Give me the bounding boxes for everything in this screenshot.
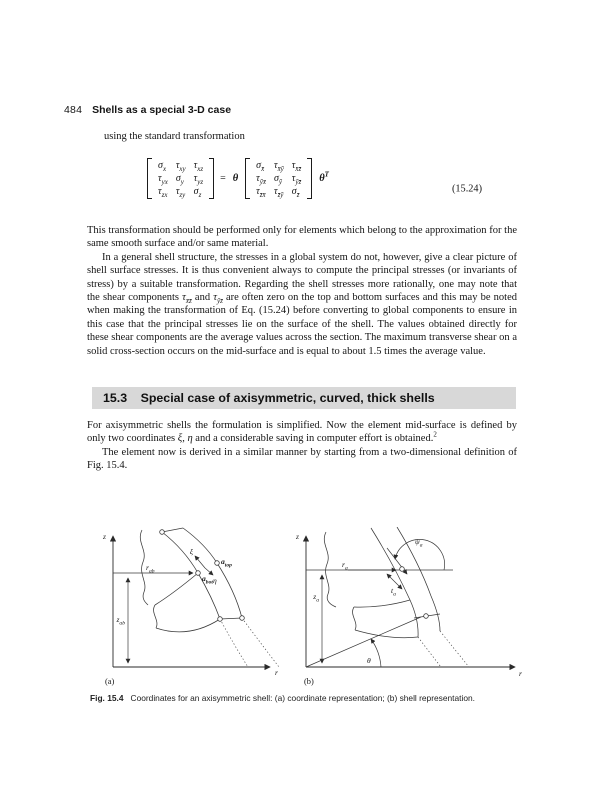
dashed-continuation xyxy=(418,637,441,667)
theta-reference-line xyxy=(306,617,421,667)
matrix-entry: $\tau_{x̄z̄}$ xyxy=(291,160,302,173)
z-a-label: $z_a$ xyxy=(313,592,319,604)
z-ab-label: $z_{ab}$ xyxy=(116,615,125,627)
matrix-entry: $\sigma_x$ xyxy=(158,160,167,173)
paragraph: In a general shell structure, the stresses in a global system do not, however, give a clear picture of shell surface stresses. It is thus convenient always to compute the principal stresses (or invariants of stress) by a suitable transformation. Regarding the shell stresses more rationally, one may note that the shear components $\tau_{x̄z̄}$ and $\tau_{ȳz̄}$ are often zero on the top and bottom surfaces and this may be noted when making the transformation of Eq. (15.24) before converting to global components to ensure in this case that the principal stresses lie on the surface of the shell. The values obtained directly for these shear components are the average values across the section. The maximum transverse shear on a solid cross-section occurs on the mid-surface and is equal to about 1.5 times the average value. xyxy=(87,251,517,357)
stress-matrix-global xyxy=(152,158,209,199)
subfigure-tag-a: (a) xyxy=(105,677,115,686)
thickness-arrow xyxy=(394,581,402,589)
theta-transpose: $\theta^T$ xyxy=(319,170,329,184)
inner-surface-curve xyxy=(155,573,198,605)
section-heading xyxy=(92,387,516,409)
z-axis-label: z xyxy=(296,532,299,541)
paragraph: This transformation should be performed only for elements which belong to the approximation for the same smooth surface and/or same material. xyxy=(87,225,517,250)
r-axis-label: r xyxy=(275,668,278,677)
matrix-entry: $\tau_{z̄ȳ}$ xyxy=(273,186,284,199)
inner-surface-curve xyxy=(156,619,220,632)
xi-label: ξ xyxy=(189,547,193,556)
eta-label: η xyxy=(213,576,217,585)
xi-axis-arrow xyxy=(195,556,205,568)
body-text-block-1 xyxy=(87,224,517,358)
a-top-label: $a_{top}$ xyxy=(221,557,232,569)
matrix-bracket-right xyxy=(307,158,312,199)
psi-a-label: $\psi_a$ xyxy=(415,537,423,549)
node-circle-a-bot xyxy=(196,571,201,576)
matrix-entry: $\tau_{yz}$ xyxy=(193,173,204,186)
matrix-entry: $\tau_{ȳz̄}$ xyxy=(291,173,302,186)
running-head xyxy=(64,104,231,116)
section-title: Special case of axisymmetric, curved, thick shells xyxy=(140,391,435,405)
inner-surface-curve xyxy=(354,600,410,607)
node-circle xyxy=(424,614,429,619)
equation-15-24 xyxy=(87,158,517,220)
lead-in-text: using the standard transformation xyxy=(104,131,245,142)
r-ab-label: $r_{ab}$ xyxy=(146,563,155,575)
node-circle xyxy=(218,617,223,622)
equation-number: (15.24) xyxy=(451,183,482,195)
t-a-label: $t_a$ xyxy=(391,586,396,598)
matrix-entry: $\sigma_z$ xyxy=(193,186,202,199)
wavy-break-line xyxy=(353,607,356,630)
figure-caption-label: Fig. 15.4 xyxy=(90,693,124,703)
matrix-entry: $\sigma_{z̄}$ xyxy=(291,186,300,199)
matrix-entry: $\tau_{zx}$ xyxy=(158,186,168,199)
node-circle xyxy=(160,530,165,535)
shell-bottom-surface-edge xyxy=(371,528,418,637)
figure-caption-text: Coordinates for an axisymmetric shell: (a) coordinate representation; (b) shell representation. xyxy=(130,693,475,703)
dashed-continuation xyxy=(242,618,279,667)
theta-symbol: θ xyxy=(232,173,239,184)
inner-surface-curve xyxy=(355,630,418,638)
dashed-continuation xyxy=(440,631,469,667)
matrix-entry: $\sigma_y$ xyxy=(175,173,184,186)
body-text-block-2 xyxy=(87,419,517,473)
matrix-entry: $\tau_{yx}$ xyxy=(158,173,168,186)
matrix-entry: $\tau_{zy}$ xyxy=(175,186,186,199)
matrix-entry: $\tau_{z̄x̄}$ xyxy=(256,186,266,199)
theta-angle-arc xyxy=(371,639,381,667)
theta-label: θ xyxy=(367,656,371,665)
shell-bottom-surface-edge xyxy=(162,532,220,619)
eta-axis-arrow xyxy=(205,568,213,575)
paragraph: The element now is derived in a similar manner by starting from a two-dimensional definition of Fig. 15.4. xyxy=(87,446,517,472)
element-top-edge xyxy=(162,528,183,532)
paragraph: For axisymmetric shells the formulation is simplified. Now the element mid-surface is defined by only two coordinates ξ, η and a considerable saving in computer effort is obtained.$^2$ xyxy=(87,420,517,445)
dashed-continuation xyxy=(220,619,248,667)
matrix-entry: $\tau_{x̄ȳ}$ xyxy=(273,160,284,173)
matrix-bracket-right xyxy=(209,158,214,199)
matrix-entry: $\tau_{xz}$ xyxy=(193,160,204,173)
node-circle-a xyxy=(400,567,405,572)
matrix-entry: $\tau_{ȳx̄}$ xyxy=(256,173,266,186)
thickness-arrow xyxy=(387,574,394,581)
section-number: 15.3 xyxy=(103,391,128,405)
diagram-a-coordinate-representation xyxy=(96,527,306,691)
page-number: 484 xyxy=(64,104,83,116)
r-axis-label: r xyxy=(519,669,522,678)
running-title: Shells as a special 3-D case xyxy=(92,104,232,116)
stress-matrix-local xyxy=(250,158,307,199)
wavy-break-line xyxy=(154,605,157,628)
matrix-entry: $\sigma_{x̄}$ xyxy=(256,160,265,173)
wavy-break-line xyxy=(324,532,336,607)
z-axis-label: z xyxy=(103,532,106,541)
figure-caption xyxy=(90,693,520,703)
r-a-label: $r_a$ xyxy=(342,560,348,572)
matrix-entry: $\sigma_{ȳ}$ xyxy=(273,173,283,186)
element-bottom-edge xyxy=(220,618,242,619)
a-bot-label: $a_{bot}$ xyxy=(202,574,213,586)
matrix-entry: $\tau_{xy}$ xyxy=(175,160,186,173)
node-circle xyxy=(240,616,245,621)
diagram-b-shell-representation xyxy=(293,527,531,691)
equals-sign: = xyxy=(220,173,226,184)
node-circle-a-top xyxy=(215,561,220,566)
subfigure-tag-b: (b) xyxy=(304,677,314,686)
